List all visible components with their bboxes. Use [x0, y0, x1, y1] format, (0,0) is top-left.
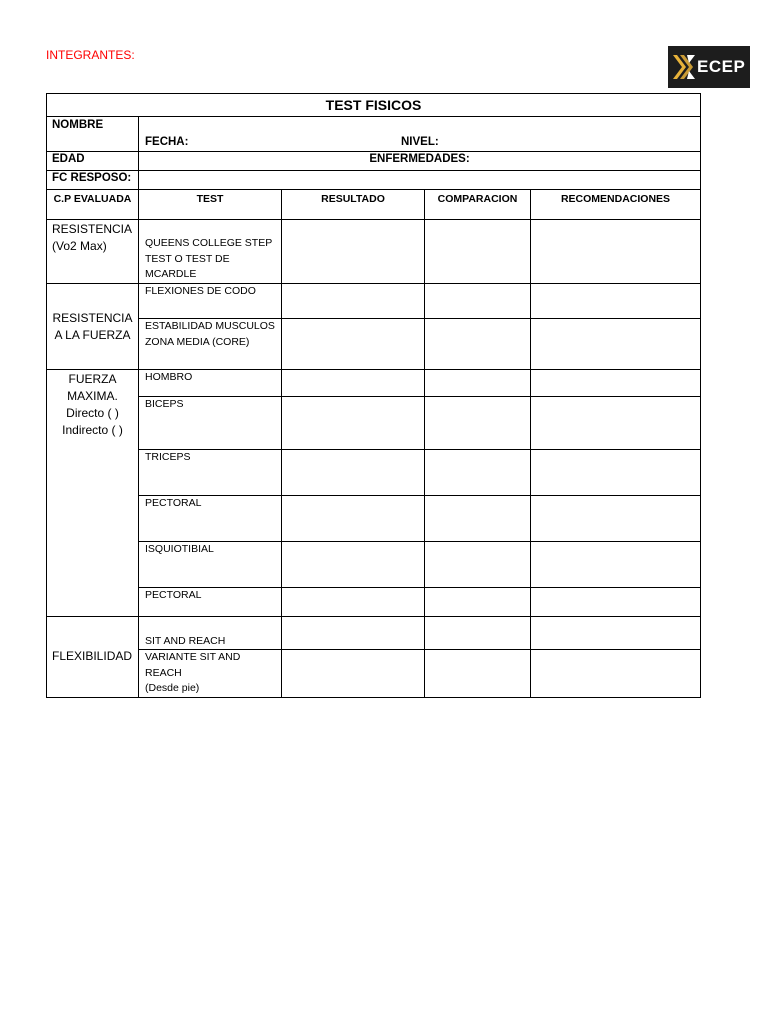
nombre-label: NOMBRE — [52, 119, 104, 131]
comparacion-cell[interactable] — [425, 650, 531, 698]
test-label-line: TRICEPS — [145, 451, 191, 463]
test-label-line: PECTORAL — [145, 589, 202, 601]
resultado-cell[interactable] — [282, 650, 425, 698]
physical-tests-form — [46, 93, 701, 698]
comparacion-cell[interactable] — [425, 588, 531, 617]
test-variante-sit-and-reach — [139, 650, 282, 698]
edad-enfermedades-cell[interactable] — [139, 152, 701, 171]
comparacion-cell[interactable] — [425, 220, 531, 284]
nombre-label-cell — [47, 117, 139, 152]
test-label-line: FLEXIONES DE CODO — [145, 285, 256, 297]
group-label-line: RESISTENCIA — [52, 222, 133, 236]
fc-reposo-label: FC RESPOSO: — [52, 172, 132, 184]
ecep-logo — [668, 46, 750, 88]
resultado-cell[interactable] — [282, 617, 425, 650]
recomendaciones-cell[interactable] — [531, 370, 701, 397]
recomendaciones-cell[interactable] — [531, 450, 701, 496]
resultado-cell[interactable] — [282, 496, 425, 542]
comparacion-cell[interactable] — [425, 496, 531, 542]
logo-text: ECEP — [697, 57, 746, 76]
header-cp-evaluada: C.P EVALUADA — [47, 190, 139, 220]
test-estabilidad-core — [139, 319, 282, 370]
comparacion-cell[interactable] — [425, 617, 531, 650]
group-label-line: (Vo2 Max) — [52, 239, 107, 253]
comparacion-cell[interactable] — [425, 542, 531, 588]
test-label-line: TEST O TEST DE — [145, 252, 230, 265]
directo-option[interactable]: Directo ( ) — [66, 406, 119, 420]
test-biceps — [139, 397, 282, 450]
recomendaciones-cell[interactable] — [531, 397, 701, 450]
enfermedades-label: ENFERMEDADES: — [369, 153, 470, 165]
recomendaciones-cell[interactable] — [531, 319, 701, 370]
comparacion-cell[interactable] — [425, 370, 531, 397]
group-resistencia-vo2 — [47, 220, 139, 284]
group-label-line: A LA FUERZA — [54, 327, 131, 342]
test-label-line: MCARDLE — [145, 268, 197, 280]
header-recomendaciones: RECOMENDACIONES — [531, 190, 701, 220]
fecha-label: FECHA: — [145, 136, 189, 148]
resultado-cell[interactable] — [282, 319, 425, 370]
test-triceps — [139, 450, 282, 496]
group-label-line: FLEXIBILIDAD — [52, 649, 133, 664]
test-label-line: HOMBRO — [145, 371, 193, 383]
form-title: TEST FISICOS — [47, 94, 701, 117]
header-resultado: RESULTADO — [282, 190, 425, 220]
test-label-line: SIT AND REACH — [145, 634, 226, 647]
nivel-label: NIVEL: — [401, 136, 439, 148]
test-label-line: ZONA MEDIA (CORE) — [145, 335, 250, 348]
indirecto-option[interactable]: Indirecto ( ) — [62, 423, 123, 437]
header-comparacion: COMPARACION — [425, 190, 531, 220]
test-label-line: (Desde pie) — [145, 682, 200, 694]
test-label-line: ESTABILIDAD MUSCULOS — [145, 320, 275, 332]
recomendaciones-cell[interactable] — [531, 220, 701, 284]
test-flexiones-codo — [139, 284, 282, 319]
group-label-line: MAXIMA. — [67, 389, 118, 403]
group-flexibilidad — [47, 617, 139, 698]
test-label-line: QUEENS COLLEGE STEP — [145, 237, 273, 249]
nombre-fecha-nivel-cell[interactable] — [139, 117, 701, 152]
resultado-cell[interactable] — [282, 397, 425, 450]
integrantes-label: INTEGRANTES: — [46, 48, 135, 62]
test-pectoral — [139, 588, 282, 617]
group-resistencia-fuerza — [47, 284, 139, 370]
comparacion-cell[interactable] — [425, 450, 531, 496]
resultado-cell[interactable] — [282, 370, 425, 397]
resultado-cell[interactable] — [282, 588, 425, 617]
test-sit-and-reach — [139, 617, 282, 650]
test-label-line: ISQUIOTIBIAL — [145, 543, 214, 555]
edad-label: EDAD — [52, 153, 85, 165]
test-label-line: VARIANTE SIT AND — [145, 651, 241, 663]
header-test: TEST — [139, 190, 282, 220]
fc-label-cell — [47, 171, 139, 190]
resultado-cell[interactable] — [282, 284, 425, 319]
test-label-line: PECTORAL — [145, 497, 202, 509]
test-label-line: REACH — [145, 666, 182, 679]
recomendaciones-cell[interactable] — [531, 542, 701, 588]
comparacion-cell[interactable] — [425, 319, 531, 370]
recomendaciones-cell[interactable] — [531, 284, 701, 319]
recomendaciones-cell[interactable] — [531, 496, 701, 542]
fc-reposo-field[interactable] — [139, 171, 701, 190]
group-fuerza-maxima — [47, 370, 139, 617]
recomendaciones-cell[interactable] — [531, 650, 701, 698]
group-label-line: FUERZA — [68, 372, 117, 386]
resultado-cell[interactable] — [282, 220, 425, 284]
comparacion-cell[interactable] — [425, 284, 531, 319]
test-pectoral — [139, 496, 282, 542]
recomendaciones-cell[interactable] — [531, 588, 701, 617]
group-label-line: RESISTENCIA — [52, 310, 133, 325]
resultado-cell[interactable] — [282, 542, 425, 588]
test-hombro — [139, 370, 282, 397]
comparacion-cell[interactable] — [425, 397, 531, 450]
recomendaciones-cell[interactable] — [531, 617, 701, 650]
test-label-line: BICEPS — [145, 398, 184, 410]
test-queens-college — [139, 220, 282, 284]
ecep-emblem-icon — [672, 54, 696, 80]
test-isquiotibial — [139, 542, 282, 588]
edad-label-cell — [47, 152, 139, 171]
resultado-cell[interactable] — [282, 450, 425, 496]
